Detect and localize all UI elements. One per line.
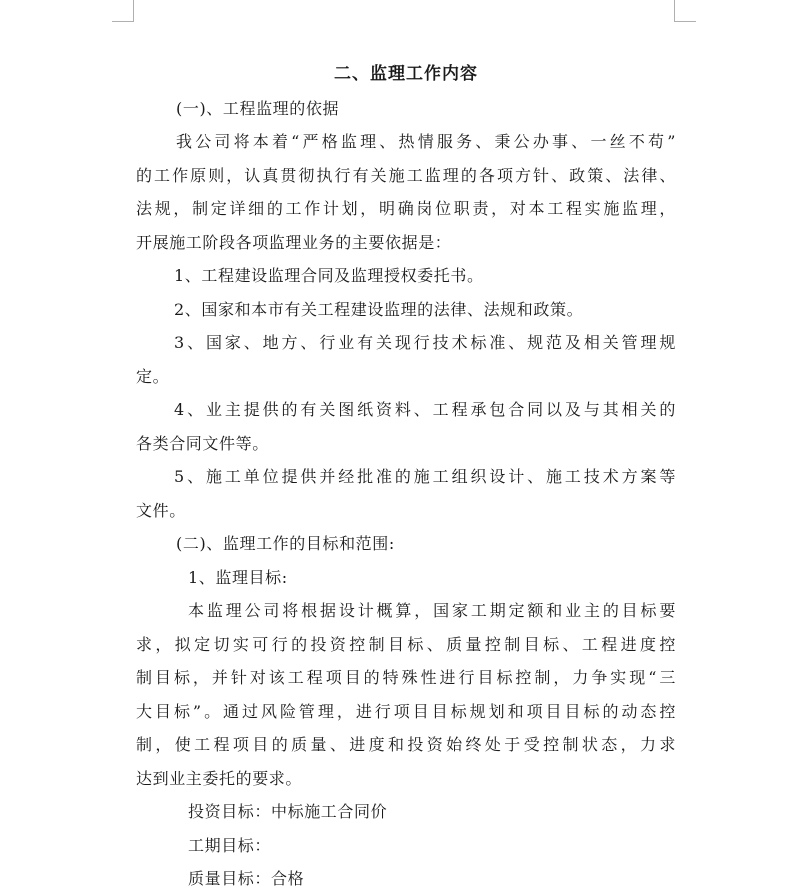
section-heading-basis: (一)、工程监理的依据 (176, 98, 340, 118)
list-item-3-cont: 定。 (136, 366, 170, 386)
list-item-5: 5、施工单位提供并经批准的施工组织设计、施工技术方案等 (174, 467, 676, 486)
list-item-4: 4、业主提供的有关图纸资料、工程承包合同以及与其相关的 (174, 400, 676, 419)
paragraph-line: 大目标”。通过风险管理，进行项目目标规划和项目目标的动态控 (136, 701, 676, 721)
goal-schedule: 工期目标： (188, 835, 272, 855)
document-body (136, 58, 676, 896)
goal-quality: 质量目标：合格 (188, 869, 305, 888)
crop-mark-right-horizontal (674, 21, 696, 22)
paragraph-line: 本监理公司将根据设计概算，国家工期定额和业主的目标要 (188, 601, 676, 620)
paragraph-line: 达到业主委托的要求。 (136, 768, 303, 788)
paragraph-line: 开展施工阶段各项监理业务的主要依据是： (136, 232, 452, 252)
list-item-5-cont: 文件。 (136, 500, 186, 520)
paragraph-line: 制，使工程项目的质量、进度和投资始终处于受控制状态，力求 (136, 735, 676, 754)
paragraph-line: 的工作原则，认真贯彻执行有关施工监理的各项方针、政策、法律、 (136, 165, 676, 185)
paragraph-line: 法规，制定详细的工作计划，明确岗位职责，对本工程实施监理， (136, 199, 676, 218)
list-item-1: 1、工程建设监理合同及监理授权委托书。 (174, 266, 484, 285)
goal-investment: 投资目标：中标施工合同价 (188, 802, 388, 821)
section-heading-goals: (二)、监理工作的目标和范围: (176, 534, 395, 553)
paragraph-line: 求，拟定切实可行的投资控制目标、质量控制目标、工程进度控 (136, 634, 676, 654)
list-item-2: 2、国家和本市有关工程建设监理的法律、法规和政策。 (174, 299, 584, 319)
list-item-3: 3、国家、地方、行业有关现行技术标准、规范及相关管理规 (174, 333, 676, 352)
crop-mark-left-horizontal (112, 21, 134, 22)
list-item-4-cont: 各类合同文件等。 (136, 433, 269, 453)
subsection-heading-goals: 1、监理目标: (188, 567, 288, 587)
crop-mark-right-vertical (674, 0, 675, 22)
paragraph-line: 我公司将本着“严格监理、热情服务、秉公办事、一丝不苟” (176, 132, 676, 151)
document-title: 二、监理工作内容 (334, 64, 478, 84)
paragraph-line: 制目标，并针对该工程项目的特殊性进行目标控制，力争实现“三 (136, 668, 676, 687)
crop-mark-left-vertical (133, 0, 134, 22)
